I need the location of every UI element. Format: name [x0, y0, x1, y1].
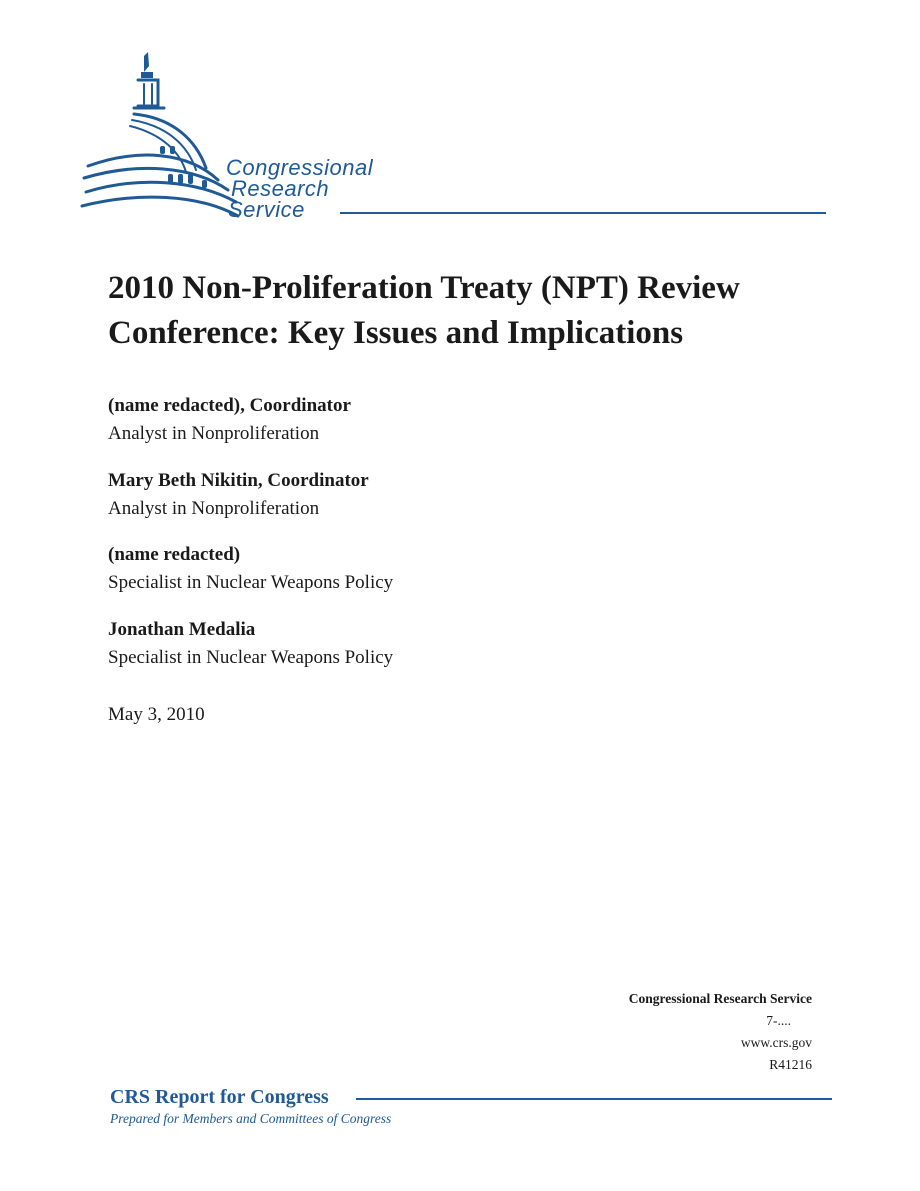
author-block: [108, 616, 393, 672]
author-name: (name redacted): [108, 544, 241, 565]
author-block: [108, 392, 351, 448]
logo-text-research: Research: [231, 176, 330, 201]
report-number: R41216: [769, 1057, 812, 1072]
capitol-dome-icon: [78, 48, 248, 228]
crs-code: 7-....: [766, 1013, 791, 1028]
logo-text-service: Service: [228, 197, 305, 222]
author-block: [108, 467, 369, 523]
report-title: 2010 Non-Proliferation Treaty (NPT) Review Conference: Key Issues and Implications: [108, 270, 740, 351]
crs-info-block: [629, 988, 812, 1076]
author-role: Analyst in Nonproliferation: [108, 498, 320, 519]
author-name: (name redacted), Coordinator: [108, 395, 351, 416]
author-name: Jonathan Medalia: [108, 619, 256, 640]
author-name: Mary Beth Nikitin, Coordinator: [108, 470, 369, 491]
crs-logo: [78, 48, 838, 228]
author-role: Analyst in Nonproliferation: [108, 423, 320, 444]
crs-website-link[interactable]: www.crs.gov: [740, 1035, 812, 1050]
logo-text-congressional: Congressional: [226, 155, 374, 180]
author-role: Specialist in Nuclear Weapons Policy: [108, 647, 394, 668]
author-block: [108, 541, 393, 597]
logo-divider: [340, 212, 826, 214]
report-date: May 3, 2010: [108, 704, 205, 725]
footer-subtitle: Prepared for Members and Committees of Congress: [110, 1111, 392, 1126]
footer-divider: [356, 1098, 832, 1100]
crs-org-name: Congressional Research Service: [628, 991, 812, 1006]
author-role: Specialist in Nuclear Weapons Policy: [108, 572, 394, 593]
footer-title: CRS Report for Congress: [110, 1086, 329, 1108]
